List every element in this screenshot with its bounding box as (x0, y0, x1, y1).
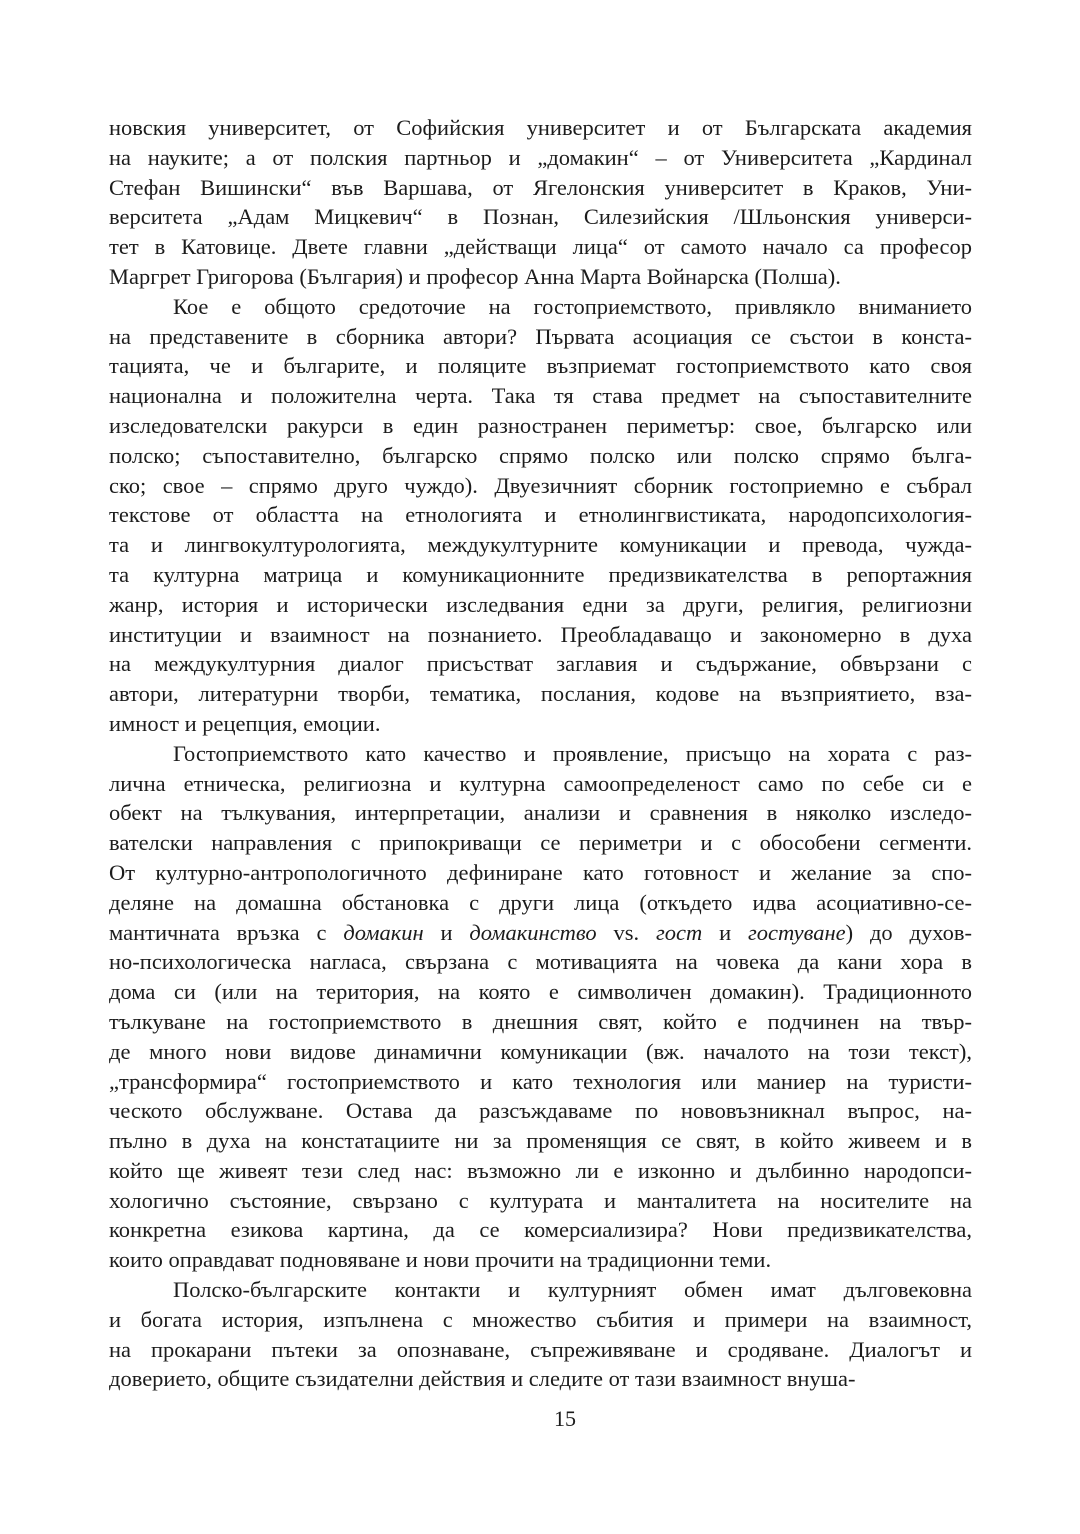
text-line: имност и рецепция, емоции. (109, 710, 381, 736)
text-line: който ще живеят тези след нас: възможно ли е изконно и дълбинно народопси- (109, 1157, 972, 1183)
text-line: От културно-антропологичното дефиниране като готовност и желание за спо- (109, 859, 972, 885)
text-line: ско; свое – спрямо друго чуждо). Двуезичният сборник гостоприемно е събрал (109, 472, 972, 498)
text-line: доверието, общите съзидателни действия и следите от тази взаимност внуша- (109, 1366, 856, 1392)
text-line: но-психологическа нагласа, свързана с мотивацията на човека да кани хора в (109, 949, 972, 975)
text-line: дома си (или на територия, на която е символичен домакин). Традиционното (109, 979, 972, 1005)
text-line: на прокарани пътеки за опознаване, съпреживяване и сродяване. Диалогът и (109, 1336, 972, 1362)
text-line: на представените в сборника автори? Първата асоциация се състои в конста- (109, 323, 972, 349)
text-line: полско; съпоставително, българско спрямо полско или полско спрямо бълга- (109, 442, 972, 468)
paragraph (109, 739, 972, 1275)
text-line: текстове от областта на етнологията и етнолингвистиката, народопсихология- (109, 502, 972, 528)
text-line: новския университет, от Софийския университет и от Българската академия (109, 115, 972, 140)
text-line: Кое е общото средоточие на гостоприемството, привлякло вниманието (173, 293, 972, 319)
text-line: които оправдават подновяване и нови прочити на традиционни теми. (109, 1247, 772, 1273)
text-line: хологично състояние, свързано с културата и манталитета на носителите на (109, 1187, 972, 1213)
text-line: лична етническа, религиозна и културна самоопределеност само по себе си е (109, 770, 972, 796)
text-line: на междукултурния диалог присъстват заглавия и съдържание, обвързани с (109, 651, 972, 677)
text-line: институции и взаимност на познанието. Преобладаващо и закономерно в духа (109, 621, 972, 647)
text-line: национална и положителна черта. Така тя става предмет на съпоставителните (109, 383, 972, 409)
paragraph (109, 113, 972, 292)
paragraph (109, 1275, 972, 1394)
text-fragment: и (702, 919, 748, 945)
text-line: та и лингвокултурологията, междукултурните комуникации и превода, чужда- (109, 532, 972, 558)
italic-term: гост (655, 919, 703, 945)
text-line: Гостоприемството като качество и проявление, присъщо на хората с раз- (173, 740, 972, 766)
text-line: тълкуване на гостоприемството в днешния свят, който е подчинен на твър- (109, 1008, 972, 1034)
text-line: тет в Катовице. Двете главни „действащи лица“ от самото начало са професор (109, 234, 972, 260)
text-line (109, 918, 972, 948)
text-line: ческото обслужване. Остава да разсъждаваме по нововъзникнал въпрос, на- (109, 1098, 972, 1124)
text-line: автори, литературни творби, тематика, послания, кодове на възприятието, вза- (109, 681, 972, 707)
text-line: изследователски ракурси в един разностранен периметър: свое, българско или (109, 412, 972, 438)
text-line: деляне на домашна обстановка с други лица (откъдето идва асоциативно-се- (109, 889, 972, 915)
text-line: „трансформира“ гостоприемството и като технология или маниер на туристи- (109, 1068, 972, 1094)
text-fragment: ) до духов- (845, 919, 972, 945)
text-line: и богата история, изпълнена с множество събития и примери на взаимност, (109, 1306, 972, 1332)
text-line: на науките; а от полския партньор и „домакин“ – от Университета „Кардинал (109, 144, 972, 170)
text-line: жанр, история и исторически изследвания едни за други, религия, религиозни (109, 591, 972, 617)
text-line: конкретна езикова картина, да се комерсиализира? Нови предизвикателства, (109, 1217, 972, 1243)
text-line: вателски направления с припокриващи се периметри и с обособени сегменти. (109, 830, 972, 856)
text-line: Полско-българските контакти и културният обмен имат дълговековна (173, 1277, 972, 1303)
text-line: пълно в духа на констатациите ни за променящия се свят, в който живеем и в (109, 1128, 972, 1154)
text-line: тацията, че и българите, и поляците възприемат гостоприемството като своя (109, 353, 972, 379)
text-line: обект на тълкувания, интерпретации, анализи и сравнения в няколко изследо- (109, 800, 972, 826)
paragraph (109, 292, 972, 739)
text-line: де много нови видове динамични комуникации (вж. началото на този текст), (109, 1038, 972, 1064)
page-number: 15 (554, 1406, 576, 1431)
text-line: верситета „Адам Мицкевич“ в Познан, Силезийския /Шльонския универси- (109, 204, 972, 230)
italic-term: домакин (343, 919, 424, 945)
text-fragment: и (423, 919, 470, 945)
text-fragment: мантичната връзка с (109, 919, 344, 945)
text-line: Стефан Вишински“ във Варшава, от Ягелонския университет в Краков, Уни- (109, 174, 972, 200)
text-line: Маргрет Григорова (България) и професор Анна Марта Войнарска (Полша). (109, 263, 841, 289)
italic-term: гостуване (747, 919, 846, 945)
text-line: та културна матрица и комуникационните предизвикателства в репортажния (109, 561, 972, 587)
text-fragment: vs. (596, 919, 656, 945)
italic-term: домакинство (469, 919, 597, 945)
body-text (109, 113, 972, 1394)
